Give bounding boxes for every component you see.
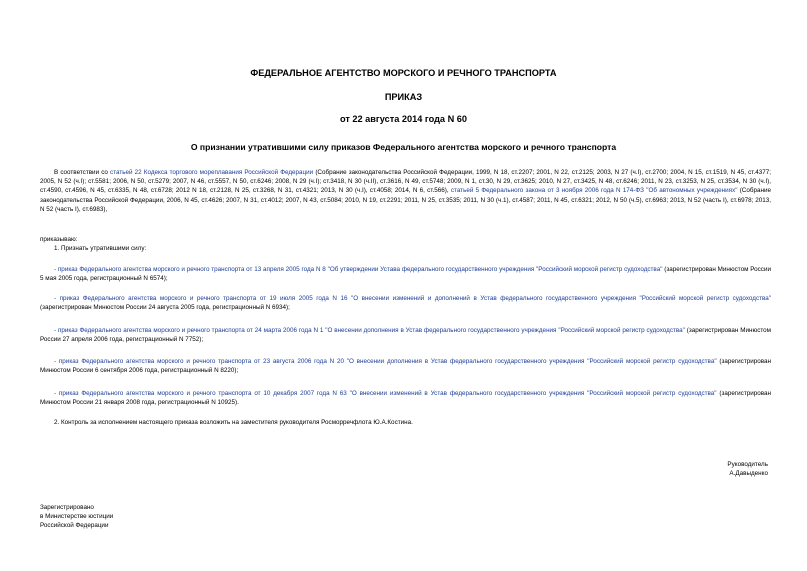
- date-number-heading: от 22 августа 2014 года N 60: [339, 114, 468, 124]
- document-type-heading: ПРИКАЗ: [384, 92, 423, 102]
- order-registration: (зарегистрирован Минюстом России 6 сентября 2006 года, регистрационный N 8220);: [40, 358, 771, 375]
- order-list-item: [40, 326, 771, 344]
- order-link[interactable]: - приказ Федерального агентства морского и речного транспорта от 19 июля 2005 года N 16 "О внесении изменений и дополнений в Устав федерального государственного учреждения "Российский морской регистр судоходства": [54, 295, 771, 302]
- order-registration: (зарегистрирован Минюстом России 5 мая 2005 года, регистрационный N 6574);: [40, 266, 771, 283]
- order-link[interactable]: - приказ Федерального агентства морского и речного транспорта от 10 декабря 2007 года N 63 "О внесении изменений в Устав федерального государственного учреждения "Российский морской регистр судоходства": [54, 390, 717, 397]
- order-registration: (зарегистрирован Минюстом России 21 января 2008 года, регистрационный N 10925).: [40, 390, 771, 407]
- signatory-title: Руководитель: [727, 461, 768, 468]
- order-link[interactable]: - приказ Федерального агентства морского и речного транспорта от 13 апреля 2005 года N 8 "Об утверждении Устава федерального государственного учреждения "Российский морской регистр судоходства": [54, 266, 663, 273]
- link-kodeks-article-22[interactable]: статьей 22 Кодекса торгового мореплавания Российской Федерации: [110, 169, 314, 176]
- item-1: 1. Признать утратившими силу:: [54, 245, 147, 252]
- preamble-paragraph: [40, 168, 771, 214]
- order-list-item: [40, 265, 771, 283]
- order-registration: (зарегистрирован Минюстом России 24 августа 2005 года, регистрационный N 6934);: [40, 304, 290, 312]
- document-subject: О признании утратившими силу приказов Федерального агентства морского и речного транспорта: [190, 142, 617, 152]
- order-registration: (зарегистрирован Минюстом России 27 апреля 2006 года, регистрационный N 7752);: [40, 327, 772, 344]
- order-list-item: [40, 389, 771, 407]
- registration-line: Российской Федерации: [40, 522, 109, 530]
- agency-heading: ФЕДЕРАЛЬНОЕ АГЕНТСТВО МОРСКОГО И РЕЧНОГО ТРАНСПОРТА: [250, 68, 557, 78]
- preamble-mid: (Собрание законодательства Российской Федерации, 1999, N 18, ст.2207; 2001, N 22, ст.2125; 2003, N 27 (ч.I), ст.2700; 2004, N 15, ст.1519, N 45, ст.4377; 2005, N 52 (ч.I); ст.5581; 2006, N 50, ст.5279; 2007, N 46, ст.5557, N 50, ст.6246; 2008, N 29 (ч.I); ст.3418, N 30 (ч.II), ст.3616, N 49, ст.5748; 2009, N 1, ст.30, N 29, ст.3625; 2010, N 27, ст.3425, N 48, ст.6246; 2011, N 23, ст.3253, N 25, ст.3534, N 30 (ч.I), ст.4590, ст.4596, N 45, ст.6335, N 48, ст.6728; 2012 N 18, ст.2128, N 25, ст.3268, N 31, ст.4321; 2013, N 30 (ч.I), ст.4058; 2014, N 6, ст.566),: [40, 169, 771, 195]
- order-word: приказываю:: [40, 236, 78, 243]
- preamble-tail: (Собрание законодательства Российской Федерации, 2006, N 45, ст.4626; 2007, N 31, ст.4012; 2007, N 43, ст.5084; 2010, N 19, ст.2291; 2011, N 25, ст.3535; 2011, N 30 (ч.1), ст.4587; 2011, N 45, ст.6321; 2012, N 50 (ч.5), ст.6963; 2013, N 52 (часть I), ст.6978; 2013, N 52 (часть I), ст.6983),: [40, 187, 771, 213]
- order-link[interactable]: - приказ Федерального агентства морского и речного транспорта от 24 марта 2006 года N 1 "О внесении дополнения в Устав федерального государственного учреждения "Российский морской регистр судоходства": [54, 327, 685, 334]
- registration-line: в Министерстве юстиции: [40, 513, 114, 521]
- link-federal-law-174[interactable]: статьей 5 Федерального закона от 3 ноября 2006 года N 174-ФЗ "Об автономных учреждениях": [450, 187, 738, 195]
- item-2: 2. Контроль за исполнением настоящего приказа возложить на заместителя руководителя Росморречфлота Ю.А.Костина.: [54, 419, 413, 426]
- preamble-lead: В соответствии со: [54, 169, 111, 176]
- order-link[interactable]: - приказ Федерального агентства морского и речного транспорта от 23 августа 2006 года N 20 "О внесении дополнения в Устав федерального государственного учреждения "Российский морской регистр судоходства": [54, 358, 717, 365]
- registration-block: [40, 503, 113, 531]
- order-list-item: [40, 357, 771, 375]
- registration-line: Зарегистрировано: [40, 504, 94, 511]
- signatory-name: А.Давыденко: [729, 470, 768, 478]
- signature-block: [727, 460, 768, 478]
- order-list-item: [40, 294, 771, 312]
